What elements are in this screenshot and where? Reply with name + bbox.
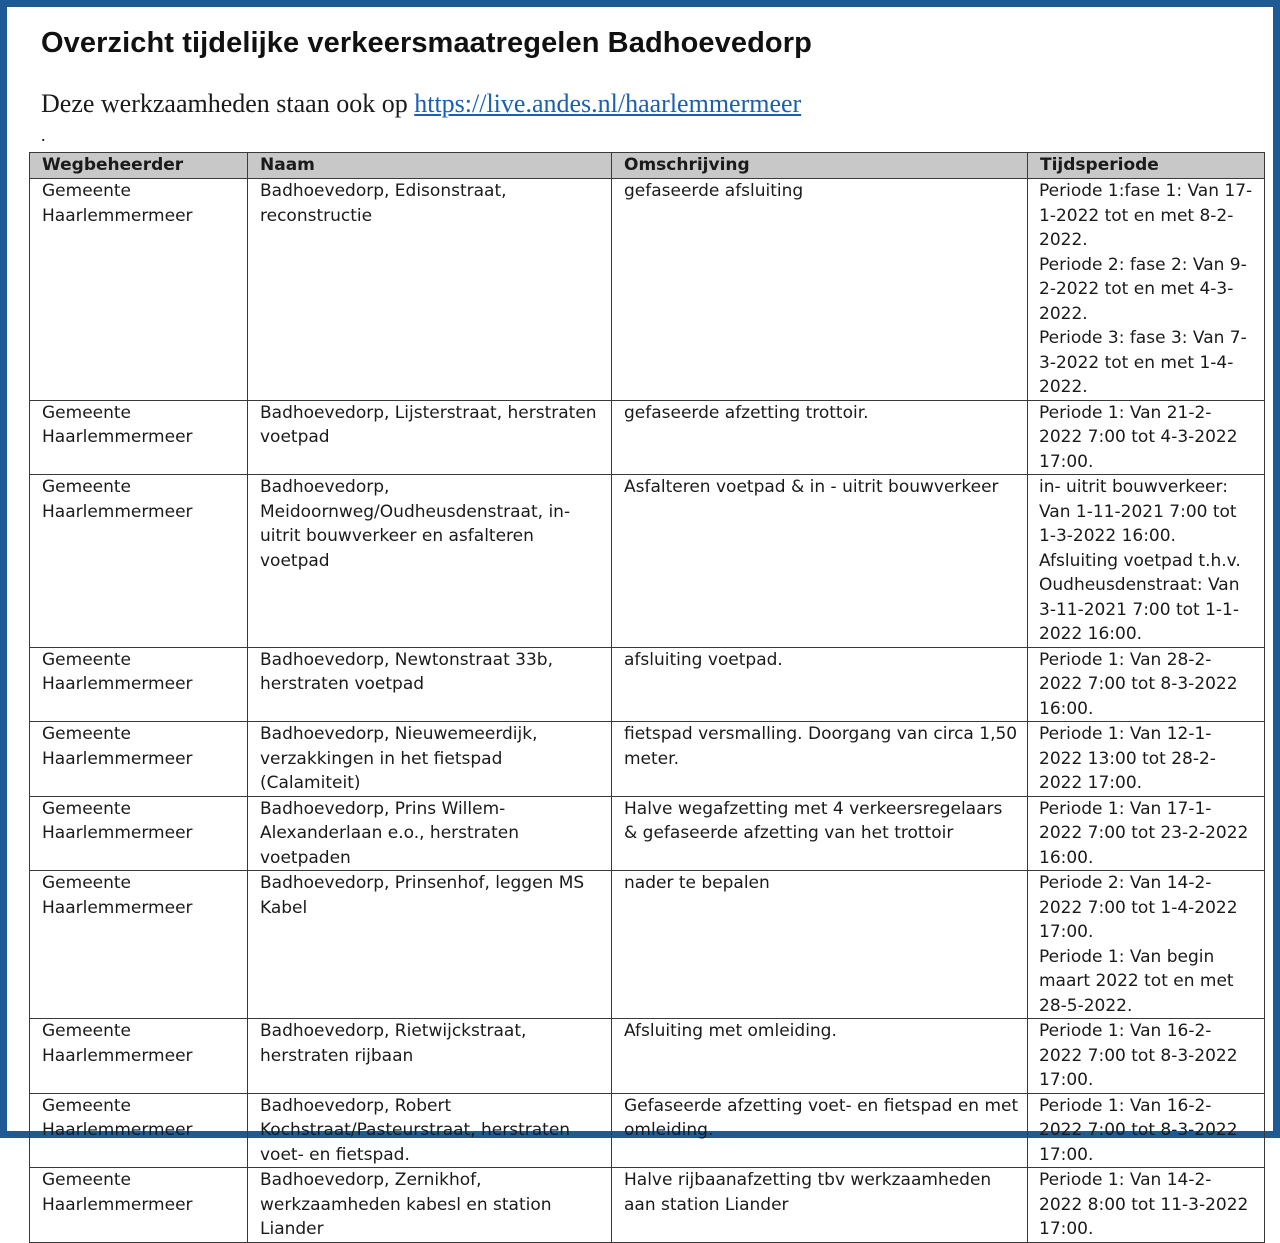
stray-dot: . bbox=[41, 125, 46, 145]
cell-omschrijving: Gefaseerde afzetting voet- en fietspad en met omleiding. bbox=[612, 1093, 1028, 1168]
header-wegbeheerder: Wegbeheerder bbox=[30, 153, 248, 179]
cell-omschrijving: Halve rijbaanafzetting tbv werkzaamheden aan station Liander bbox=[612, 1168, 1028, 1243]
header-tijdsperiode: Tijdsperiode bbox=[1028, 153, 1265, 179]
cell-omschrijving: afsluiting voetpad. bbox=[612, 647, 1028, 722]
cell-naam: Badhoevedorp, Edisonstraat, reconstructie bbox=[248, 179, 612, 401]
table-row bbox=[30, 179, 1265, 401]
cell-omschrijving: gefaseerde afzetting trottoir. bbox=[612, 400, 1028, 475]
cell-tijdsperiode bbox=[1028, 475, 1265, 648]
cell-wegbeheerder: Gemeente Haarlemmermeer bbox=[30, 871, 248, 1019]
cell-naam: Badhoevedorp, Nieuwemeerdijk, verzakkingen in het fietspad (Calamiteit) bbox=[248, 722, 612, 797]
table-body bbox=[30, 179, 1265, 1243]
periode-line: Periode 2: fase 2: Van 9-2-2022 tot en met 4-3-2022. bbox=[1039, 254, 1247, 324]
periode-line: Periode 1:fase 1: Van 17-1-2022 tot en met 8-2-2022. bbox=[1039, 181, 1253, 250]
periode-line: Periode 1: Van 14-2-2022 8:00 tot 11-3-2022 17:00. bbox=[1039, 1170, 1249, 1239]
header-omschrijving: Omschrijving bbox=[612, 153, 1028, 179]
cell-wegbeheerder: Gemeente Haarlemmermeer bbox=[30, 1019, 248, 1094]
periode-line: Periode 2: Van 14-2-2022 7:00 tot 1-4-2022 17:00. bbox=[1039, 873, 1238, 942]
cell-omschrijving: Afsluiting met omleiding. bbox=[612, 1019, 1028, 1094]
cell-tijdsperiode bbox=[1028, 871, 1265, 1019]
table-row bbox=[30, 871, 1265, 1019]
table-row bbox=[30, 1019, 1265, 1094]
cell-wegbeheerder: Gemeente Haarlemmermeer bbox=[30, 722, 248, 797]
cell-wegbeheerder: Gemeente Haarlemmermeer bbox=[30, 796, 248, 871]
cell-wegbeheerder: Gemeente Haarlemmermeer bbox=[30, 647, 248, 722]
periode-line: Periode 1: Van 16-2-2022 7:00 tot 8-3-2022 17:00. bbox=[1039, 1095, 1238, 1165]
table-row bbox=[30, 1093, 1265, 1168]
periode-line: Periode 1: Van 17-1-2022 7:00 tot 23-2-2022 16:00. bbox=[1039, 798, 1249, 868]
cell-omschrijving: gefaseerde afsluiting bbox=[612, 179, 1028, 401]
cell-tijdsperiode bbox=[1028, 722, 1265, 797]
header-naam: Naam bbox=[248, 153, 612, 179]
periode-line: in- uitrit bouwverkeer: Van 1-11-2021 7:00 tot 1-3-2022 16:00. bbox=[1039, 477, 1237, 546]
periode-line: Periode 1: Van begin maart 2022 tot en met 28-5-2022. bbox=[1039, 946, 1234, 1016]
cell-tijdsperiode bbox=[1028, 647, 1265, 722]
cell-wegbeheerder: Gemeente Haarlemmermeer bbox=[30, 475, 248, 648]
periode-line: Periode 1: Van 16-2-2022 7:00 tot 8-3-2022 17:00. bbox=[1039, 1021, 1238, 1090]
table-row bbox=[30, 475, 1265, 648]
table-row bbox=[30, 796, 1265, 871]
periode-line: Afsluiting voetpad t.h.v. Oudheusdenstraat: Van 3-11-2021 7:00 tot 1-1-2022 16:00. bbox=[1039, 550, 1241, 644]
cell-wegbeheerder: Gemeente Haarlemmermeer bbox=[30, 179, 248, 401]
cell-tijdsperiode bbox=[1028, 400, 1265, 475]
andes-link[interactable]: https://live.andes.nl/haarlemmermeer bbox=[414, 89, 802, 118]
cell-omschrijving: nader te bepalen bbox=[612, 871, 1028, 1019]
cell-tijdsperiode bbox=[1028, 1019, 1265, 1094]
table-row bbox=[30, 1168, 1265, 1243]
cell-tijdsperiode bbox=[1028, 179, 1265, 401]
cell-naam: Badhoevedorp, Robert Kochstraat/Pasteurstraat, herstraten voet- en fietspad. bbox=[248, 1093, 612, 1168]
cell-naam: Badhoevedorp, Prinsenhof, leggen MS Kabel bbox=[248, 871, 612, 1019]
measures-table bbox=[29, 152, 1265, 1243]
cell-omschrijving: Asfalteren voetpad & in - uitrit bouwverkeer bbox=[612, 475, 1028, 648]
periode-line: Periode 3: fase 3: Van 7-3-2022 tot en met 1-4-2022. bbox=[1039, 328, 1247, 397]
cell-tijdsperiode bbox=[1028, 1093, 1265, 1168]
cell-wegbeheerder: Gemeente Haarlemmermeer bbox=[30, 1168, 248, 1243]
cell-wegbeheerder: Gemeente Haarlemmermeer bbox=[30, 1093, 248, 1168]
table-row bbox=[30, 722, 1265, 797]
periode-line: Periode 1: Van 28-2-2022 7:00 tot 8-3-2022 16:00. bbox=[1039, 649, 1238, 719]
table-row bbox=[30, 400, 1265, 475]
intro-line bbox=[41, 89, 801, 119]
cell-omschrijving: fietspad versmalling. Doorgang van circa 1,50 meter. bbox=[612, 722, 1028, 797]
cell-wegbeheerder: Gemeente Haarlemmermeer bbox=[30, 400, 248, 475]
intro-text: Deze werkzaamheden staan ook op bbox=[41, 89, 415, 118]
cell-naam: Badhoevedorp, Lijsterstraat, herstraten voetpad bbox=[248, 400, 612, 475]
cell-omschrijving: Halve wegafzetting met 4 verkeersregelaars & gefaseerde afzetting van het trottoir bbox=[612, 796, 1028, 871]
cell-naam: Badhoevedorp, Meidoornweg/Oudheusdenstraat, in-uitrit bouwverkeer en asfalteren voetpad bbox=[248, 475, 612, 648]
cell-tijdsperiode bbox=[1028, 796, 1265, 871]
cell-naam: Badhoevedorp, Zernikhof, werkzaamheden kabesl en station Liander bbox=[248, 1168, 612, 1243]
cell-naam: Badhoevedorp, Prins Willem-Alexanderlaan e.o., herstraten voetpaden bbox=[248, 796, 612, 871]
table-header-row bbox=[30, 153, 1265, 179]
page-title: Overzicht tijdelijke verkeersmaatregelen Badhoevedorp bbox=[41, 27, 812, 59]
cell-tijdsperiode bbox=[1028, 1168, 1265, 1243]
table-row bbox=[30, 647, 1265, 722]
cell-naam: Badhoevedorp, Newtonstraat 33b, herstraten voetpad bbox=[248, 647, 612, 722]
cell-naam: Badhoevedorp, Rietwijckstraat, herstraten rijbaan bbox=[248, 1019, 612, 1094]
periode-line: Periode 1: Van 21-2-2022 7:00 tot 4-3-2022 17:00. bbox=[1039, 402, 1238, 472]
periode-line: Periode 1: Van 12-1-2022 13:00 tot 28-2-2022 17:00. bbox=[1039, 724, 1216, 793]
